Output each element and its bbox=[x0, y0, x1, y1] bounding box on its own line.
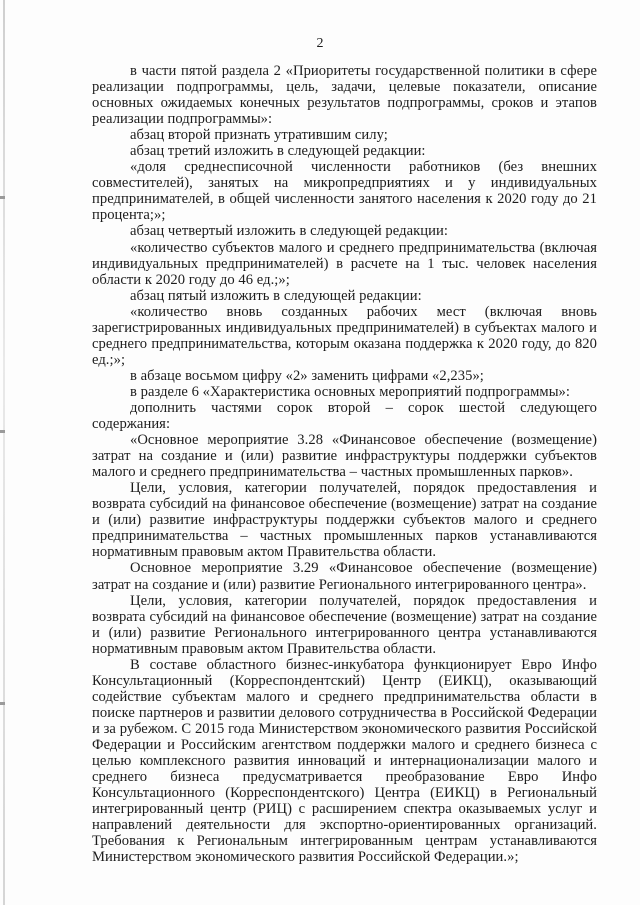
paragraph: «количество вновь созданных рабочих мест (включая вновь зарегистрированных индивидуальных предпринимателей) в субъектах малого и среднего предпринимательства, которым оказана поддержка к 2020 году, до 820 ед.;»; bbox=[92, 303, 597, 368]
paragraph: абзац второй признать утратившим силу; bbox=[130, 127, 388, 144]
paragraph: в разделе 6 «Характеристика основных мероприятий подпрограммы»: bbox=[130, 383, 571, 400]
page-number: 2 bbox=[316, 36, 324, 51]
paragraph: В составе областного бизнес-инкубатора функционирует Евро Инфо Консультационный (Корреспондентский) Центр (ЕИКЦ), оказывающий содействие субъектам малого и среднего предпринимательства области в поиске партнеров и развитии делового сотрудничества в Российской Федерации и за рубежом. С 2015 года Министерством экономического развития Российской Федерации и Российским агентством поддержки малого и среднего бизнеса с целью комплексного развития инноваций и интернационализации малого и среднего бизнеса предусматривается преобразование Евро Инфо Консультационного (Корреспондентского) Центра (ЕИКЦ) в Региональный интегрированный центр (РИЦ) с расширением спектра оказываемых услуг и направлений деятельности для экспортно-ориентированных организаций. Требования к Региональным интегрированным центрам устанавливаются Министерством экономического развития Российской Федерации.»; bbox=[92, 656, 597, 866]
scan-margin-mark bbox=[0, 702, 5, 705]
paragraph: «доля среднесписочной численности работников (без внешних совместителей), занятых на микропредприятиях и у индивидуальных предпринимателей, в общей численности занятого населения к 2020 году до 21 процента;»; bbox=[92, 159, 597, 224]
paragraph: «количество субъектов малого и среднего предпринимательства (включая индивидуальных предпринимателей) в расчете на 1 тыс. человек населения области к 2020 году до 46 ед.;»; bbox=[92, 239, 597, 288]
paragraph: Цели, условия, категории получателей, порядок предоставления и возврата субсидий на финансовое обеспечение (возмещение) затрат на создание и (или) развитие инфраструктуры поддержки субъектов малого и среднего предпринимательства – частных промышленных парков устанавливаются нормативным правовым актом Правительства области. bbox=[92, 480, 597, 561]
paragraph: «Основное мероприятие 3.28 «Финансовое обеспечение (возмещение) затрат на создание и (или) развитие инфраструктуры поддержки субъектов малого и среднего предпринимательства – частных промышленных парков». bbox=[92, 432, 597, 481]
scan-margin-mark bbox=[0, 430, 5, 433]
paragraph: Основное мероприятие 3.29 «Финансовое обеспечение (возмещение) затрат на создание и (или) развитие Регионального интегрированного центра». bbox=[92, 560, 597, 593]
paragraph: Цели, условия, категории получателей, порядок предоставления и возврата субсидий на финансовое обеспечение (возмещение) затрат на создание и (или) развитие Регионального интегрированного центра устанавливаются нормативным правовым актом Правительства области. bbox=[92, 592, 597, 657]
paragraph: абзац пятый изложить в следующей редакции: bbox=[130, 287, 422, 304]
paragraph: в абзаце восьмом цифру «2» заменить цифрами «2,235»; bbox=[130, 367, 484, 384]
paragraph: в части пятой раздела 2 «Приоритеты государственной политики в сфере реализации подпрограммы, цель, задачи, целевые показатели, описание основных ожидаемых конечных результатов подпрограммы, сроков и этапов реализации подпрограммы»: bbox=[92, 63, 597, 128]
paragraph: дополнить частями сорок второй – сорок шестой следующего содержания: bbox=[92, 399, 597, 433]
paragraph: абзац четвертый изложить в следующей редакции: bbox=[130, 223, 448, 240]
scan-left-edge bbox=[3, 0, 5, 905]
scan-margin-mark bbox=[0, 196, 5, 199]
paragraph: абзац третий изложить в следующей редакции: bbox=[130, 143, 426, 160]
document-body bbox=[92, 63, 597, 865]
